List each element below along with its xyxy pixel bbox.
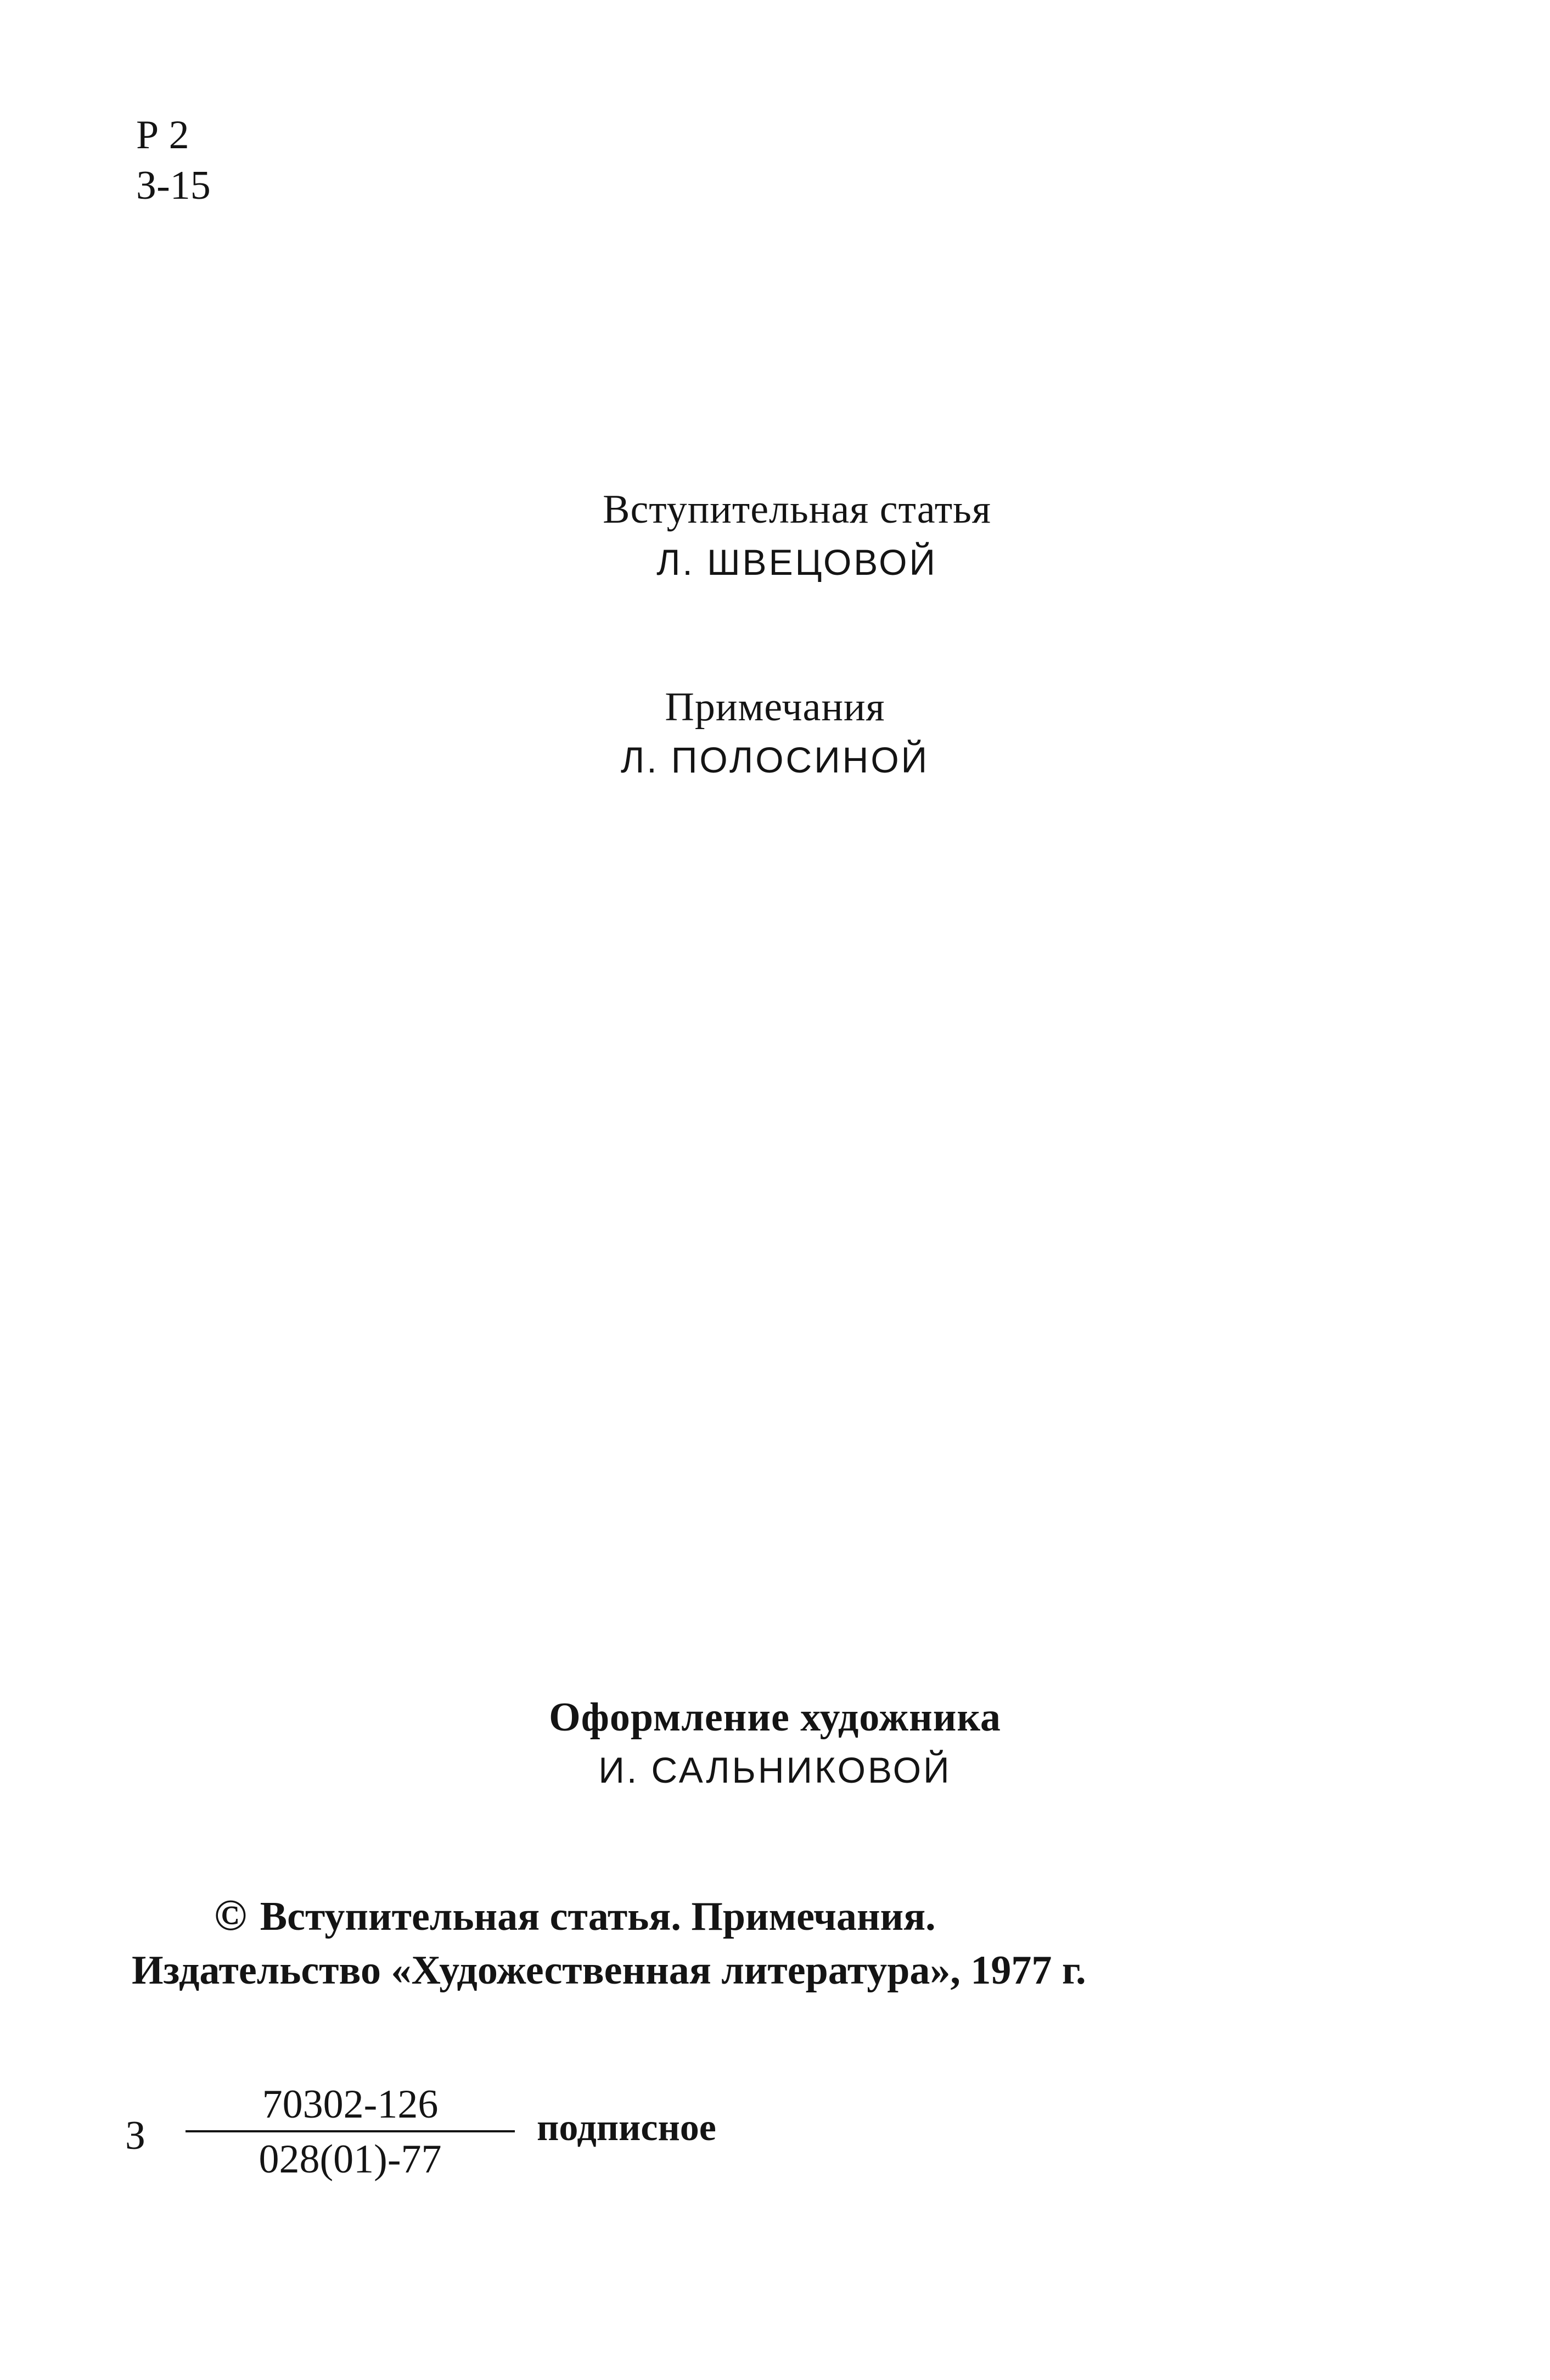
intro-credit (22, 483, 1550, 589)
notes-author: Л. ПОЛОСИНОЙ (620, 740, 930, 780)
design-author: И. САЛЬНИКОВОЙ (598, 1750, 952, 1790)
copyright-notice (132, 1889, 1086, 1997)
copyright-line-2: Издательство «Художественная литература», 1977 г. (132, 1948, 1086, 1993)
classification-code-2: З-15 (136, 163, 211, 208)
classification-codes (136, 110, 211, 211)
subscription-label: подписное (537, 2107, 716, 2149)
catalog-denominator: 028(01)-77 (259, 2137, 442, 2182)
notes-label: Примечания (665, 685, 885, 730)
fraction-rule (186, 2130, 515, 2132)
catalog-letter: З (125, 2113, 146, 2158)
copyright-icon: © (214, 1891, 247, 1940)
design-label: Оформление художника (549, 1695, 1001, 1740)
copyright-line-1: Вступительная статья. Примечания. (260, 1894, 936, 1939)
notes-credit (0, 681, 1550, 786)
catalog-numerator: 70302-126 (262, 2082, 439, 2127)
intro-label: Вступительная статья (603, 487, 991, 532)
design-credit (0, 1691, 1550, 1796)
intro-author: Л. ШВЕЦОВОЙ (656, 542, 937, 583)
catalog-fraction (186, 2081, 515, 2183)
classification-code-1: Р 2 (136, 113, 189, 158)
